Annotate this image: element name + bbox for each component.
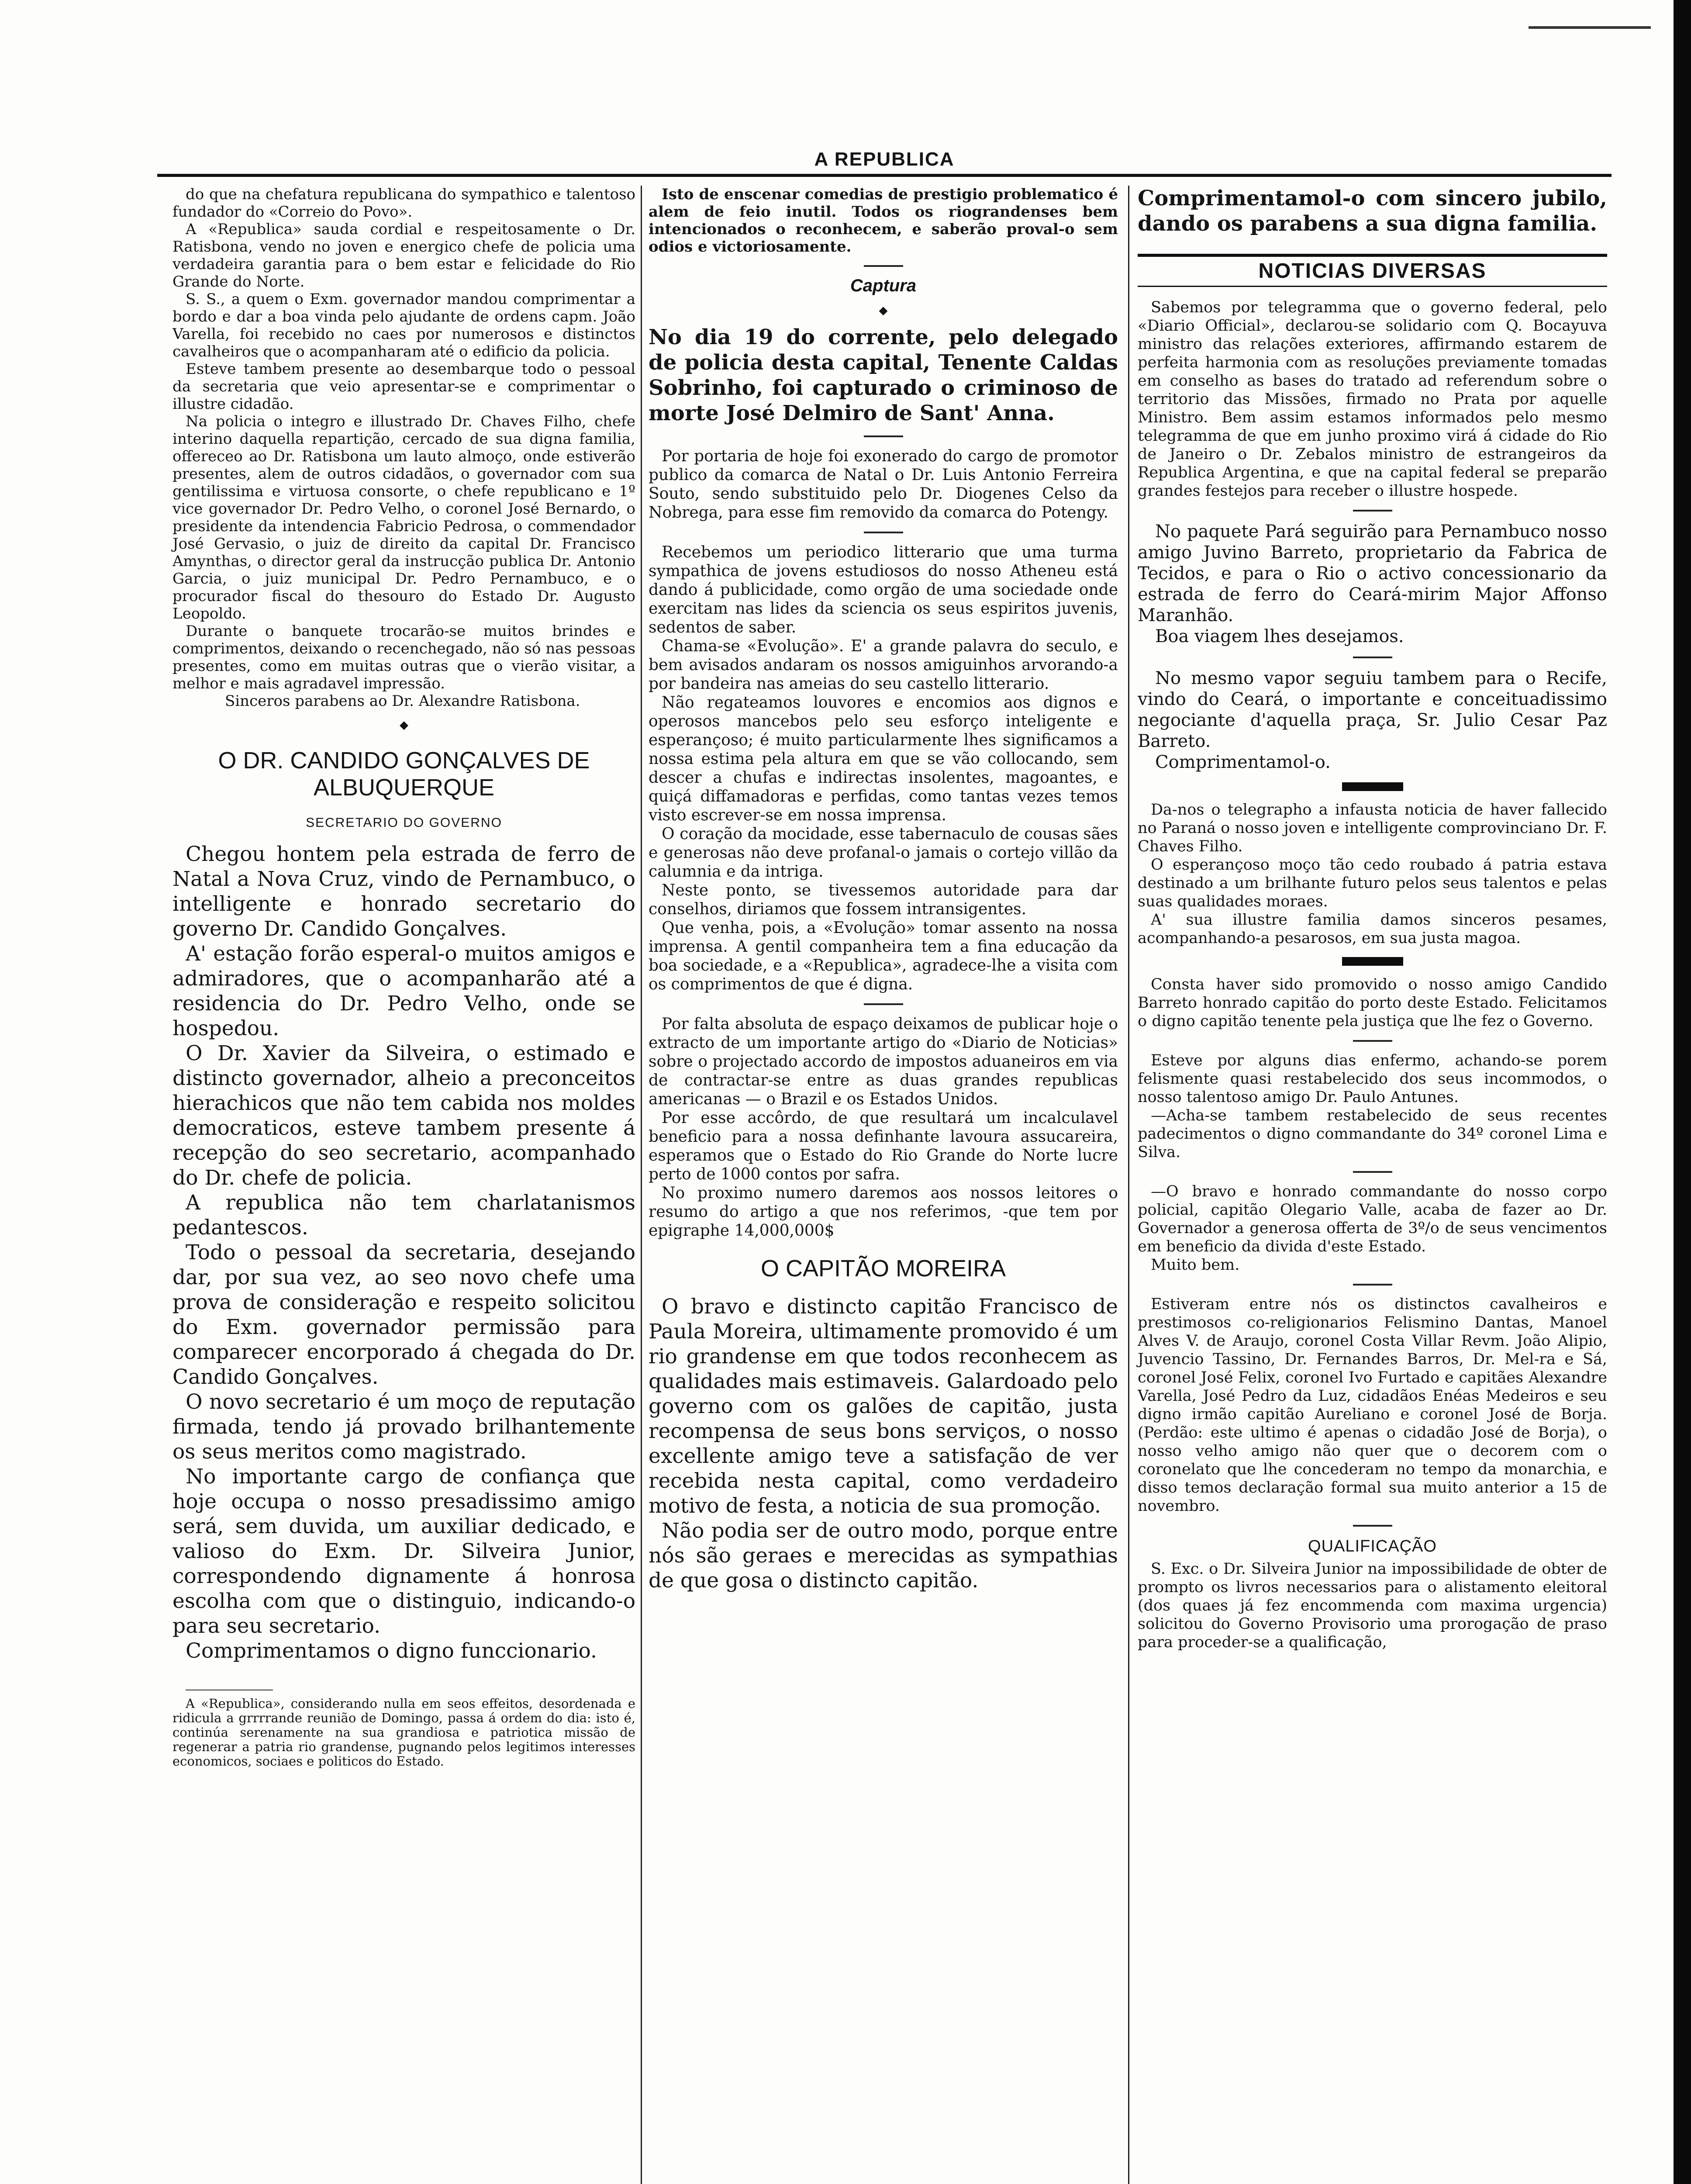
middle-column [649,186,1118,1593]
paragraph: No paquete Pará seguirão para Pernambuco nosso amigo Juvino Barreto, proprietario da Fabrica de Tecidos, e para o Rio o activo concessionario da estrada de ferro do Ceará-mirim Major Affonso Maranhão. [1138,522,1607,625]
header-rule [157,174,1612,177]
paragraph: Não podia ser de outro modo, porque entre nós são geraes e merecidas as sympathias de que gosa o distincto capitão. [649,1519,1118,1593]
paragraph: Não regateamos louvores e encomios aos dignos e operosos mancebos pelo seu esforço inteligente e esperançoso; é muito particularmente lhes significamos a nossa estima pela altura em que se vão collocando, sem descer a chufas e indirectas insolentes, magoantes, e quiçá diffamadoras e perfidas, como tantas vezes temos visto escrever-se em nossa imprensa. [649,694,1118,824]
paragraph: Esteve por alguns dias enfermo, achando-se porem felismente quasi restabelecido dos seus incommodos, o nosso talentoso amigo Dr. Paulo Antunes. [1138,1052,1607,1106]
paragraph: Comprimentamos o digno funccionario. [186,1639,597,1663]
paragraph: Esteve tambem presente ao desembarque todo o pessoal da secretaria que veio apresentar-se e comprimentar o illustre cidadão. [173,360,635,413]
article-heading: O CAPITÃO MOREIRA [760,1255,1006,1282]
paragraph: Estiveram entre nós os distinctos cavalheiros e prestimosos co-religionarios Felismino Dantas, Manoel Alves V. de Araujo, coronel Costa Villar Revm. João Alipio, Juvencio Tassino, Dr. Fernandes Barros, Dr. Mel-ra e Sá, coronel José Felix, coronel Ivo Furtado e capitães Alexandre Varella, José Pedro da Luz, cidadãos Enéas Medeiros e seu digno irmão capitão Aureliano e coronel José de Borja. (Perdão: este ultimo é apenas o cidadão José de Borja), o nosso velho amigo não quer que o decorem com o coronelato que lhe concederam no tempo da monarchia, e disso temos declaração formal sua muito anterior a 15 de novembro. [1138,1296,1607,1515]
separator [1353,1171,1392,1173]
separator [1342,957,1403,966]
paragraph: Que venha, pois, a «Evolução» tomar assento na nossa imprensa. A gentil companheira tem a fina educação da boa sociedade, e a «Republica», agradece-lhe a visita com os comprimentos de que é digna. [649,919,1118,993]
paragraph: Isto de enscenar comedias de prestigio problematico é alem de feio inutil. Todos os riograndenses bem intencionados o reconhecem, e saberão proval-o sem odios e victoriosamente. [649,186,1118,256]
paragraph: A republica não tem charlatanismos pedantescos. [173,1191,635,1240]
separator [1353,1040,1392,1042]
moreira-article [649,1294,1118,1593]
paragraph: No mesmo vapor seguiu tambem para o Recife, vindo do Ceará, o importante e conceituadissimo negociante d'aquella praça, Sr. Julio Cesar Paz Barreto. [1138,668,1607,751]
paragraph: S. S., a quem o Exm. governador mandou comprimentar a bordo e dar a boa vinda pelo ajudante de ordens capm. João Varella, foi recebido no caes por numerosos e distinctos cavalheiros que o acompanharam até o edificio da policia. [173,290,635,360]
paragraph: Comprimentamol-o com sincero jubilo, dando os parabens a sua digna familia. [1138,186,1607,236]
paragraph: Na policia o integro e illustrado Dr. Chaves Filho, chefe interino daquella repartição, cercado de sua digna familia, offereceo ao Dr. Ratisbona um lauto almoço, onde estiverão presentes, alem de outros cidadãos, o governador com sua gentilissima e virtuosa consorte, o chefe republicano e 1º vice governador Dr. Pedro Velho, o coronel José Bernardo, o presidente da intendencia Fabricio Pedrosa, o commendador José Gervasio, o juiz de direito da capital Dr. Francisco Amynthas, o director geral da instrucção publica Dr. Antonio Garcia, o juiz municipal Dr. Pedro Pernambuco, e o procurador fiscal do thesouro do Estado Dr. Augusto Leopoldo. [173,413,635,622]
accordo-article [649,1015,1118,1240]
paragraph: A' estação forão esperal-o muitos amigos e admiradores, que o acompanharão até a residencia do Dr. Pedro Velho, onde se hospedou. [173,942,635,1040]
masthead: A REPUBLICA [814,149,955,170]
separator [864,1003,903,1005]
separator [1342,782,1403,791]
ornament: ◆ [400,719,408,732]
footnote: A «Republica», considerando nulla em seos effeitos, desordenada e ridicula a grrrrande reunião de Domingo, passa á ordem do dia: isto é, continúa serenamente na sua grandiosa e patriotica missão de regenerar a patria rio grandense, pugnando pelos legitimos interesses economicos, sociaes e politicos do Estado. [173,1696,635,1769]
separator [1353,1284,1392,1286]
separator [1353,657,1392,658]
paragraph: Por esse accôrdo, de que resultará um incalculavel beneficio para a nossa definhante lavoura assucareira, esperamos que o Estado do Rio Grande do Norte lucre perto de 1000 contos por safra. [649,1109,1118,1183]
ratisbona-article [173,186,635,710]
paragraph: A' sua illustre familia damos sinceros pesames, acompanhando-a pesarosos, em sua justa magoa. [1138,911,1607,947]
paragraph: A «Republica» sauda cordial e respeitosamente o Dr. Ratisbona, vendo no joven e energico chefe de policia uma verdadeira garantia para o bem estar e felicidade do Rio Grande do Norte. [173,221,635,290]
separator [864,532,903,533]
article-heading: Captura [850,276,917,295]
paragraph: do que na chefatura republicana do sympathico e talentoso fundador do «Correio do Povo». [173,186,635,221]
separator [864,435,903,437]
paragraph: Neste ponto, se tivessemos autoridade para dar conselhos, diriamos que fossem intransigentes. [649,881,1118,918]
paragraph: O bravo e distincto capitão Francisco de Paula Moreira, ultimamente promovido é um rio grandense em que todos reconhecem as qualidades mais estimaveis. Galardoado pelo governo com os galões de capitão, justa recompensa de seus bons serviços, o nosso excellente amigo teve a satisfação de ver recebida nesta capital, como verdadeiro motivo de festa, a noticia de sua promoção. [649,1295,1118,1518]
paragraph: No proximo numero daremos aos nossos leitores o resumo do artigo a que nos referimos, -que tem por epigraphe 14,000,000$ [649,1184,1118,1240]
paragraph: Durante o banquete trocarão-se muitos brindes e comprimentos, deixando o recenchegado, não só nas pessoas presentes, como em muitas outras que o vierão visitar, a melhor e mais agradavel impressão. [173,622,635,692]
paragraph: No dia 19 do corrente, pelo delegado de policia desta capital, Tenente Caldas Sobrinho, foi capturado o criminoso de morte José Delmiro de Sant' Anna. [649,325,1118,425]
paragraph: Por falta absoluta de espaço deixamos de publicar hoje o extracto de um importante artigo do «Diario de Noticias» sobre o projectado accordo de impostos aduaneiros em via de contractar-se entre as duas grandes republicas americanas — o Brazil e os Estados Unidos. [649,1015,1118,1108]
separator [1353,1525,1392,1527]
paragraph: Consta haver sido promovido o nosso amigo Candido Barreto honrado capitão do porto deste Estado. Felicitamos o digno capitão tenente pela justiça que lhe fez o Governo. [1138,976,1607,1030]
scan-edge [1674,0,1691,2184]
separator [1353,510,1392,511]
evolucao-article [649,543,1118,994]
column-rule [1128,186,1129,2184]
paragraph: Recebemos um periodico litterario que uma turma sympathica de jovens estudiosos do nosso Atheneu está dando á publicidade, como orgão de uma sociedade onde exercitam nas lides da sciencia os seus espiritos juvenis, sedentos de saber. [649,543,1118,636]
paragraph: Comprimentamol-o. [1155,752,1331,772]
paragraph: Boa viagem lhes desejamos. [1155,626,1404,646]
right-column [1138,186,1607,1652]
separator [864,265,903,267]
paragraph: Sabemos por telegramma que o governo federal, pelo «Diario Official», declarou-se solidario com Q. Bocayuva ministro das relações exteriores, affirmando estarem de perfeita harmonia com as resoluções previamente tomadas em conselho as bases do tratado ad referendum sobre o territorio das Missões, firmado no Prata por aquelle Ministro. Bem assim estamos informados pelo mesmo telegramma de que em junho proximo virá á cidade do Rio de Janeiro o Dr. Zebalos ministro de estrangeiros da Republica Argentina, e que na capital federal se preparão grandes festejos para receber o illustre hospede. [1138,299,1607,500]
paragraph: O novo secretario é um moço de reputação firmada, tendo já provado brilhantemente os seus meritos como magistrado. [173,1390,635,1464]
paragraph: O esperançoso moço tão cedo roubado á patria estava destinado a um brilhante futuro pelos seus talentos e pelas suas qualidades moraes. [1138,856,1607,910]
column-rule [641,186,642,2184]
article-subheading: SECRETARIO DO GOVERNO [306,816,502,830]
article-heading: O DR. CANDIDO GONÇALVES DE ALBUQUERQUE [218,747,590,801]
article-heading: QUALIFICAÇÃO [1308,1537,1437,1555]
paragraph: Todo o pessoal da secretaria, desejando dar, por sua vez, ao seo novo chefe uma prova de consideração e respeito solicitou do Exm. governador permissão para comparecer encorporado á chegada do Dr. Candido Gonçalves. [173,1241,635,1389]
paragraph: S. Exc. o Dr. Silveira Junior na impossibilidade de obter de prompto os livros necessarios para o alistamento eleitoral (dos quaes já fez encommenda com maxima urgencia) solicitou do Governo Provisorio uma prorogação de praso para proceder-se a qualificação, [1138,1560,1607,1651]
paragraph: O Dr. Xavier da Silveira, o estimado e distincto governador, alheio a preconceitos hierachicos que não tem cabida nos moldes democraticos, esteve tambem presente á recepção do seo secretario, acompanhado do Dr. chefe de policia. [173,1041,635,1190]
section-heading: NOTICIAS DIVERSAS [1138,254,1607,287]
paragraph: Chegou hontem pela estrada de ferro de Natal a Nova Cruz, vindo de Pernambuco, o intelligente e honrado secretario do governo Dr. Candido Gonçalves. [173,842,635,941]
paragraph: O coração da mocidade, esse tabernaculo de cousas sães e generosas não deve profanal-o jamais o cortejo villão da calumnia e da intriga. [649,825,1118,881]
ornament: ◆ [879,304,888,317]
paragraph: Chama-se «Evolução». E' a grande palavra do seculo, e bem avisados andaram os nossos amiguinhos arvorando-a por bandeira nas ameias do seu castello litterario. [649,637,1118,693]
paragraph: —O bravo e honrado commandante do nosso corpo policial, capitão Olegario Valle, acaba de fazer ao Dr. Governador a generosa offerta de 3º/o de seus vencimentos em beneficio da divida d'este Estado. [1138,1183,1607,1255]
paragraph: Por portaria de hoje foi exonerado do cargo de promotor publico da comarca de Natal o Dr. Luis Antonio Ferreira Souto, sendo substituido pelo Dr. Diogenes Celso da Nobrega, para esse fim removido da comarca do Potengy. [649,447,1118,522]
paragraph: Sinceros parabens ao Dr. Alexandre Ratisbona. [225,692,580,710]
paragraph: Da-nos o telegrapho a infausta noticia de haver fallecido no Paraná o nosso joven e intelligente comprovinciano Dr. F. Chaves Filho. [1138,801,1607,855]
paragraph: Muito bem. [1151,1256,1240,1274]
scan-edge-top [1529,26,1651,29]
candido-article [173,842,635,1663]
left-column [173,186,635,1769]
paragraph: —Acha-se tambem restabelecido de seus recentes padecimentos o digno commandante do 34º coronel Lima e Silva. [1138,1107,1607,1161]
paragraph: No importante cargo de confiança que hoje occupa o nosso presadissimo amigo será, sem duvida, um auxiliar dedicado, e valioso do Exm. Dr. Silveira Junior, correspondendo dignamente á honrosa escolha com que o distinguio, indicando-o para seu secretario. [173,1465,635,1638]
